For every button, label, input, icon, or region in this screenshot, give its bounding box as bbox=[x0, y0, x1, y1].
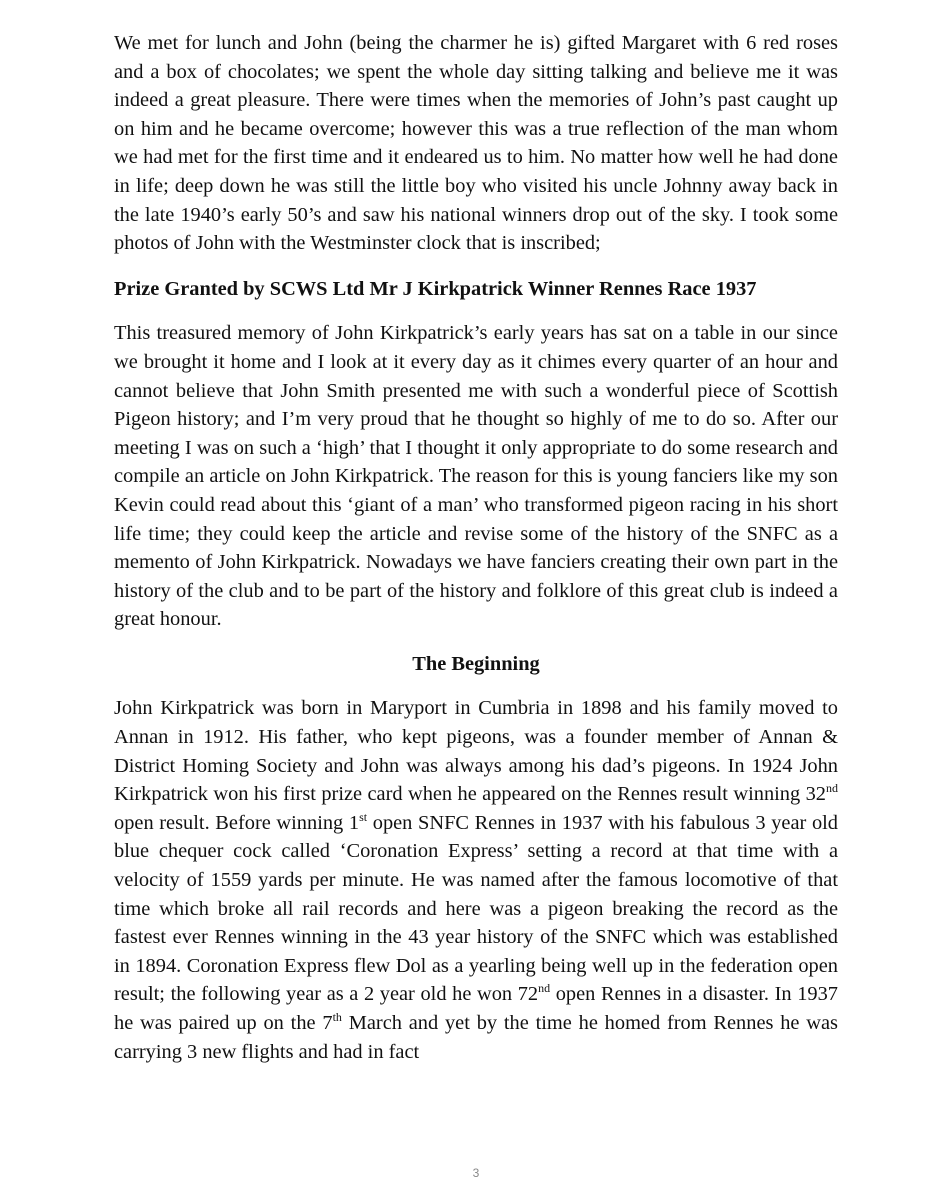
biography-text-5: March and yet by the time he homed from Rennes he was carrying 3 new flights and had in fact bbox=[114, 1012, 838, 1063]
ordinal-suffix: th bbox=[332, 1010, 342, 1024]
biography-text-2: open result. Before winning 1 bbox=[114, 811, 360, 834]
ordinal-suffix: nd bbox=[538, 981, 551, 996]
document-page bbox=[114, 29, 838, 1066]
paragraph-kirkpatrick-biography bbox=[114, 694, 838, 1066]
paragraph-lunch-meeting: We met for lunch and John (being the charmer he is) gifted Margaret with 6 red roses and a box of chocolates; we spent the whole day sitting talking and believe me it was indeed a great pleasure. There were times when the memories of John’s past caught up on him and he became overcome; however this was a true reflection of the man whom we had met for the first time and it endeared us to him. No matter how well he had done in life; deep down he was still the little boy who visited his uncle Johnny away back in the late 1940’s early 50’s and saw his national winners drop out of the sky. I took some photos of John with the Westminster clock that is inscribed; bbox=[114, 32, 838, 255]
heading-prize-inscription: Prize Granted by SCWS Ltd Mr J Kirkpatrick Winner Rennes Race 1937 bbox=[114, 277, 757, 300]
ordinal-suffix: nd bbox=[826, 781, 838, 796]
biography-text-4: open Rennes in a disaster. In 1937 he was paired up on the 7 bbox=[114, 983, 838, 1034]
heading-the-beginning: The Beginning bbox=[412, 652, 540, 675]
ordinal-suffix: st bbox=[359, 809, 368, 824]
biography-text-3: open SNFC Rennes in 1937 with his fabulous 3 year old blue chequer cock called ‘Coronation Express’ setting a record at that time with a velocity of 1559 yards per minute. He was named after the famous locomotive of that time which broke all rail records and here was a pigeon breaking the record as the fastest ever Rennes winning in the 43 year history of the SNFC which was established in 1894. Coronation Express flew Dol as a yearling being well up in the federation open result; the following year as a 2 year old he won 72 bbox=[114, 811, 839, 1006]
page-number: 3 bbox=[472, 1166, 480, 1180]
paragraph-treasured-memory: This treasured memory of John Kirkpatrick’s early years has sat on a table in our since we brought it home and I look at it every day as it chimes every quarter of an hour and cannot believe that John Smith presented me with such a wonderful piece of Scottish Pigeon history; and I’m very proud that he thought so highly of me to do so. After our meeting I was on such a ‘high’ that I thought it only appropriate to do some research and compile an article on John Kirkpatrick. The reason for this is young fanciers like my son Kevin could read about this ‘giant of a man’ who transformed pigeon racing in his short life time; they could keep the article and revise some of the history of the SNFC as a memento of John Kirkpatrick. Nowadays we have fanciers creating their own part in the history of the club and to be part of the history and folklore of this great club is indeed a great honour. bbox=[114, 322, 838, 631]
biography-text-1: John Kirkpatrick was born in Maryport in Cumbria in 1898 and his family moved to Annan in 1912. His father, who kept pigeons, was a founder member of Annan & District Homing Society and John was always among his dad’s pigeons. In 1924 John Kirkpatrick won his first prize card when he appeared on the Rennes result winning 32 bbox=[114, 697, 838, 806]
